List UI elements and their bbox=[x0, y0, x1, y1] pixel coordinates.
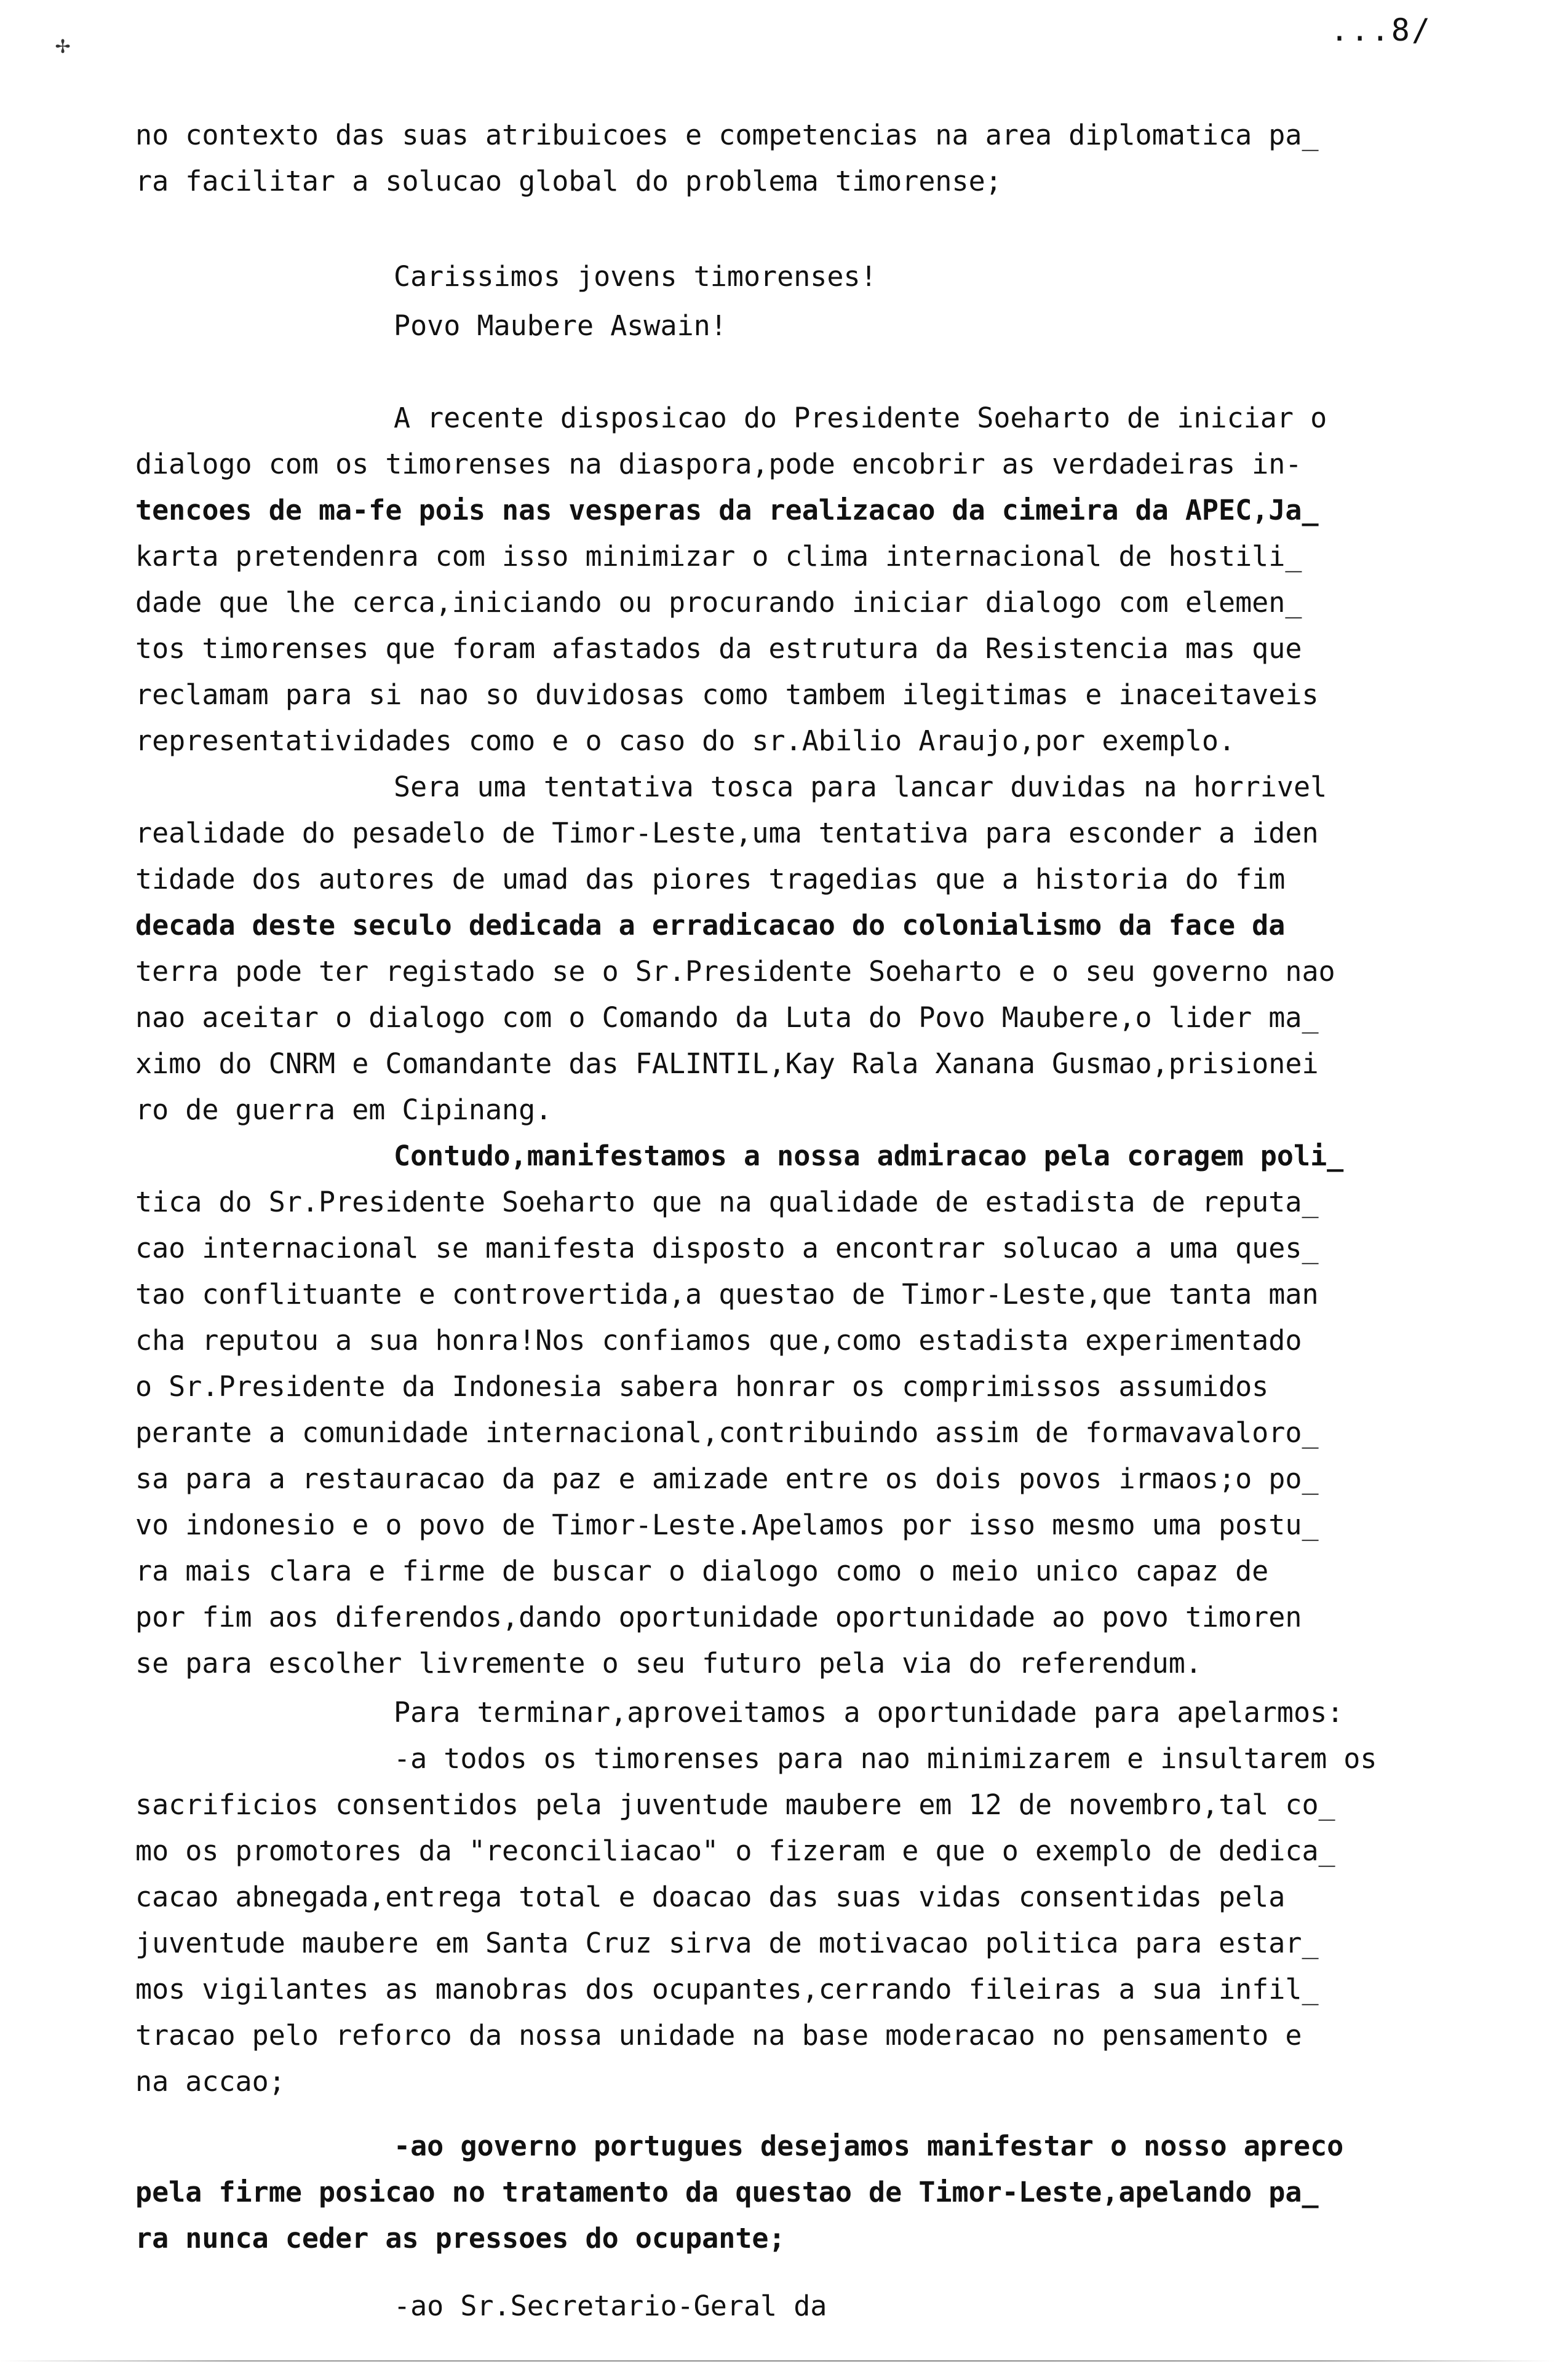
para3-line-11: por fim aos diferendos,dando oportunidade oportunidade ao povo timoren bbox=[135, 1601, 1302, 1633]
para1-line-5: dade que lhe cerca,iniciando ou procurando iniciar dialogo com elemen_ bbox=[135, 586, 1302, 619]
page-number: ...8/ bbox=[1330, 12, 1432, 48]
para3-line-4: tao conflituante e controvertida,a questao de Timor-Leste,que tanta man bbox=[135, 1278, 1319, 1311]
para2-line-2: realidade do pesadelo de Timor-Leste,uma tentativa para esconder a iden bbox=[135, 817, 1319, 849]
para1-line-6: tos timorenses que foram afastados da estrutura da Resistencia mas que bbox=[135, 632, 1302, 665]
para3-line-9: vo indonesio e o povo de Timor-Leste.Apelamos por isso mesmo uma postu_ bbox=[135, 1509, 1319, 1541]
para5-line-3: mo os promotores da "reconciliacao" o fizeram e que o exemplo de dedica_ bbox=[135, 1835, 1335, 1867]
para2-line-1: Sera uma tentativa tosca para lancar duvidas na horrivel bbox=[394, 771, 1327, 803]
para6-line-2: pela firme posicao no tratamento da questao de Timor-Leste,apelando pa_ bbox=[135, 2176, 1319, 2208]
para3-line-8: sa para a restauracao da paz e amizade entre os dois povos irmaos;o po_ bbox=[135, 1462, 1319, 1495]
para6-line-3: ra nunca ceder as pressoes do ocupante; bbox=[135, 2222, 785, 2255]
para3-line-5: cha reputou a sua honra!Nos confiamos que,como estadista experimentado bbox=[135, 1324, 1302, 1357]
para6-line-1: -ao governo portugues desejamos manifestar o nosso apreco bbox=[394, 2130, 1344, 2162]
para2-line-5: terra pode ter registado se o Sr.Presidente Soeharto e o seu governo nao bbox=[135, 955, 1335, 988]
para5-line-6: mos vigilantes as manobras dos ocupantes,cerrando fileiras a sua infil_ bbox=[135, 1973, 1319, 2005]
scan-bottom-edge bbox=[0, 2360, 1555, 2362]
para3-line-6: o Sr.Presidente da Indonesia sabera honrar os comprimissos assumidos bbox=[135, 1370, 1269, 1403]
para3-line-12: se para escolher livremente o seu futuro pela via do referendum. bbox=[135, 1647, 1202, 1680]
para3-line-2: tica do Sr.Presidente Soeharto que na qualidade de estadista de reputa_ bbox=[135, 1186, 1319, 1218]
para5-line-8: na accao; bbox=[135, 2065, 285, 2098]
para5-line-2: sacrificios consentidos pela juventude maubere em 12 de novembro,tal co_ bbox=[135, 1788, 1335, 1821]
intro-line-1: no contexto das suas atribuicoes e competencias na area diplomatica pa_ bbox=[135, 119, 1319, 151]
para1-line-2: dialogo com os timorenses na diaspora,pode encobrir as verdadeiras in- bbox=[135, 448, 1302, 480]
para5-line-1: -a todos os timorenses para nao minimizarem e insultarem os bbox=[394, 1742, 1377, 1775]
greeting-line-1: Carissimos jovens timorenses! bbox=[394, 260, 877, 293]
para1-line-7: reclamam para si nao so duvidosas como tambem ilegitimas e inaceitaveis bbox=[135, 678, 1319, 711]
greeting-line-2: Povo Maubere Aswain! bbox=[394, 309, 727, 342]
para7-line-1: -ao Sr.Secretario-Geral da bbox=[394, 2290, 827, 2322]
para3-line-1: Contudo,manifestamos a nossa admiracao pela coragem poli_ bbox=[394, 1140, 1344, 1172]
intro-line-2: ra facilitar a solucao global do problema timorense; bbox=[135, 165, 1002, 197]
para2-line-4: decada deste seculo dedicada a erradicacao do colonialismo da face da bbox=[135, 909, 1286, 942]
para1-line-4: karta pretendenra com isso minimizar o clima internacional de hostili_ bbox=[135, 540, 1302, 573]
scan-artifact-mark: ✢ bbox=[55, 31, 71, 59]
para1-line-3: tencoes de ma-fe pois nas vesperas da realizacao da cimeira da APEC,Ja_ bbox=[135, 494, 1319, 526]
para5-line-7: tracao pelo reforco da nossa unidade na base moderacao no pensamento e bbox=[135, 2019, 1302, 2052]
para2-line-6: nao aceitar o dialogo com o Comando da Luta do Povo Maubere,o lider ma_ bbox=[135, 1001, 1319, 1034]
para4-line-1: Para terminar,aproveitamos a oportunidade para apelarmos: bbox=[394, 1696, 1344, 1729]
para2-line-3: tidade dos autores de umad das piores tragedias que a historia do fim bbox=[135, 863, 1286, 895]
para1-line-1: A recente disposicao do Presidente Soeharto de iniciar o bbox=[394, 402, 1327, 434]
para2-line-7: ximo do CNRM e Comandante das FALINTIL,Kay Rala Xanana Gusmao,prisionei bbox=[135, 1047, 1319, 1080]
para1-line-8: representatividades como e o caso do sr.Abilio Araujo,por exemplo. bbox=[135, 724, 1236, 757]
para3-line-3: cao internacional se manifesta disposto a encontrar solucao a uma ques_ bbox=[135, 1232, 1319, 1264]
para5-line-4: cacao abnegada,entrega total e doacao das suas vidas consentidas pela bbox=[135, 1881, 1286, 1913]
para5-line-5: juventude maubere em Santa Cruz sirva de motivacao politica para estar_ bbox=[135, 1927, 1319, 1959]
para3-line-10: ra mais clara e firme de buscar o dialogo como o meio unico capaz de bbox=[135, 1555, 1269, 1587]
para2-line-8: ro de guerra em Cipinang. bbox=[135, 1093, 552, 1126]
para3-line-7: perante a comunidade internacional,contribuindo assim de formavavaloro_ bbox=[135, 1416, 1319, 1449]
